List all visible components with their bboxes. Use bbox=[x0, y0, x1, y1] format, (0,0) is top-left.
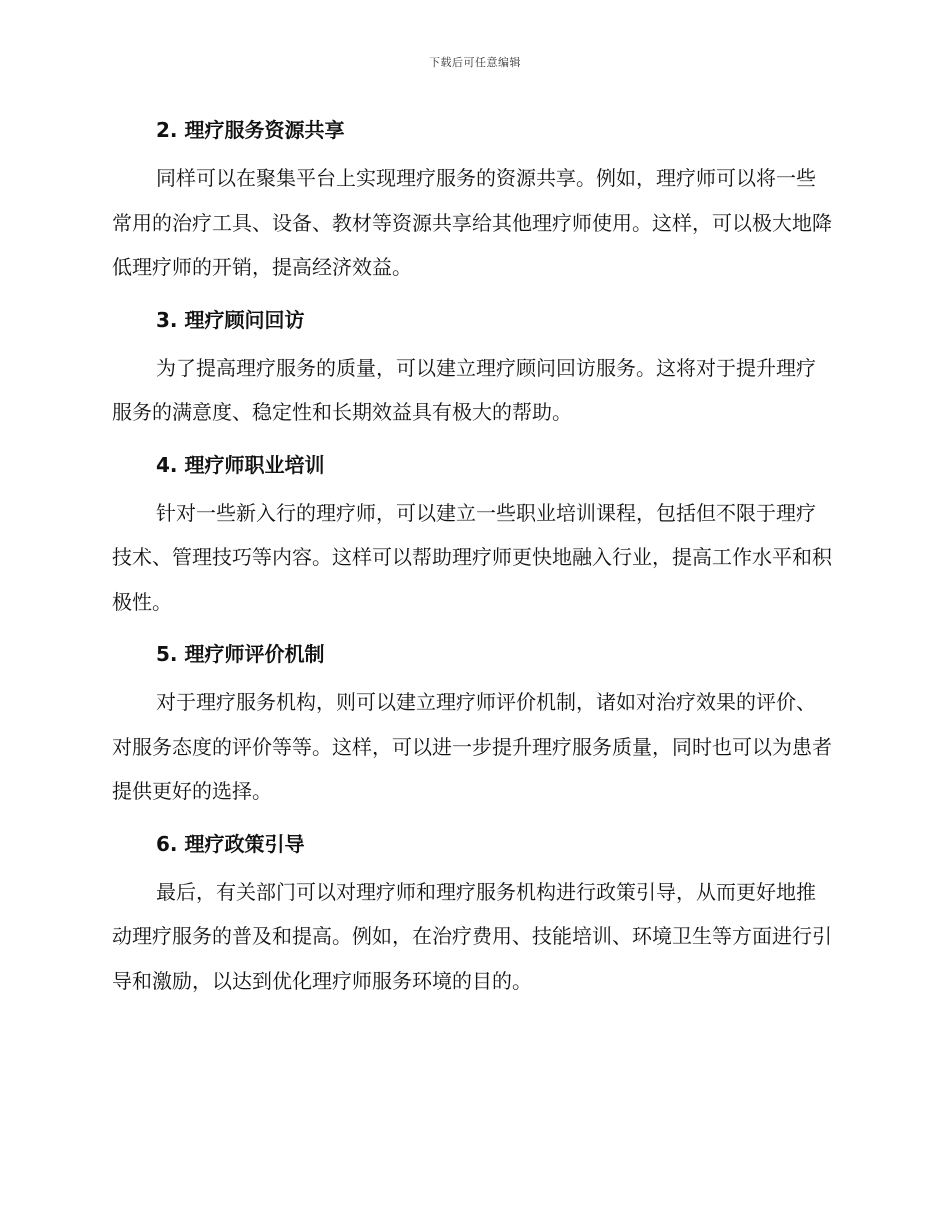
section-vocational-training bbox=[112, 445, 832, 625]
section-heading: 2. 理疗服务资源共享 bbox=[156, 118, 345, 142]
section-consultant-followup bbox=[112, 300, 832, 435]
section-paragraph: 为了提高理疗服务的质量，可以建立理疗顾问回访服务。这将对于提升理疗服务的满意度、稳定性和长期效益具有极大的帮助。 bbox=[112, 355, 816, 424]
section-paragraph: 对于理疗服务机构，则可以建立理疗师评价机制，诸如对治疗效果的评价、对服务态度的评价等等。这样，可以进一步提升理疗服务质量，同时也可以为患者提供更好的选择。 bbox=[112, 690, 832, 803]
section-paragraph: 最后，有关部门可以对理疗师和理疗服务机构进行政策引导，从而更好地推动理疗服务的普及和提高。例如，在治疗费用、技能培训、环境卫生等方面进行引导和激励，以达到优化理疗师服务环境的目的。 bbox=[112, 879, 832, 993]
section-evaluation-mechanism bbox=[112, 634, 832, 814]
section-policy-guidance bbox=[112, 824, 832, 1004]
section-heading: 3. 理疗顾问回访 bbox=[156, 307, 305, 332]
section-paragraph: 同样可以在聚集平台上实现理疗服务的资源共享。例如，理疗师可以将一些常用的治疗工具、设备、教材等资源共享给其他理疗师使用。这样，可以极大地降低理疗师的开销，提高经济效益。 bbox=[112, 166, 832, 279]
section-paragraph: 针对一些新入行的理疗师，可以建立一些职业培训课程，包括但不限于理疗技术、管理技巧等内容。这样可以帮助理疗师更快地融入行业，提高工作水平和积极性。 bbox=[112, 500, 832, 614]
section-heading: 4. 理疗师职业培训 bbox=[156, 452, 325, 477]
document-body bbox=[112, 110, 832, 1013]
section-heading: 6. 理疗政策引导 bbox=[156, 831, 305, 856]
section-resource-sharing bbox=[112, 110, 832, 290]
section-heading: 5. 理疗师评价机制 bbox=[156, 642, 325, 666]
page-header-note: 下载后可任意编辑 bbox=[429, 56, 521, 69]
